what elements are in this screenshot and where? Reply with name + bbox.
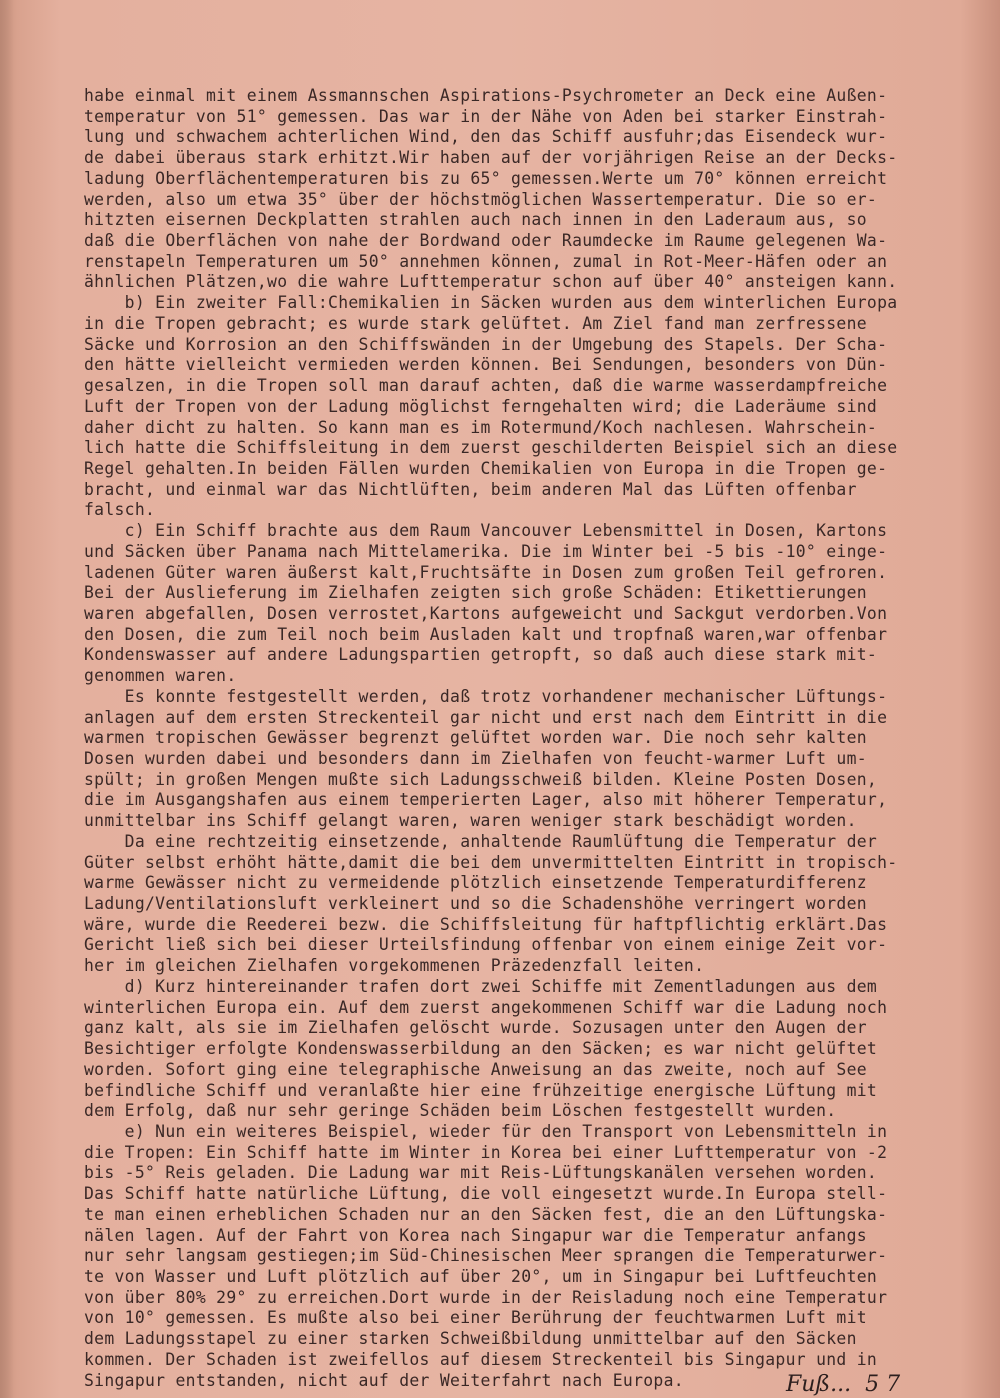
text-line: habe einmal mit einem Assmannschen Aspirations-Psychrometer an Deck eine Außen- bbox=[84, 86, 888, 105]
text-line: dem Erfolg, daß nur sehr geringe Schäden beim Löschen festgestellt wurden. bbox=[84, 1101, 837, 1121]
text-line: Luft der Tropen von der Ladung möglichst ferngehalten wird; die Laderäume sind bbox=[84, 396, 878, 416]
text-line: lung und schwachem achterlichen Wind, den das Schiff ausfuhr;das Eisendeck wur- bbox=[84, 127, 888, 147]
text-line: in die Tropen gebracht; es wurde stark gelüftet. Am Ziel fand man zerfressene bbox=[84, 313, 867, 333]
handwritten-note: Fuß... 5 7 bbox=[786, 1372, 901, 1397]
text-line: Besichtiger erfolgte Kondenswasserbildung an den Säcken; es war nicht gelüftet bbox=[84, 1039, 878, 1059]
text-line: ladenen Güter waren äußerst kalt,Fruchtsäfte in Dosen zum großen Teil gefroren. bbox=[84, 562, 888, 582]
text-line: und Säcken über Panama nach Mittelamerika. Die im Winter bei -5 bis -10° einge- bbox=[84, 541, 888, 561]
text-line: her im gleichen Zielhafen vorgekommenen Präzedenzfall leiten. bbox=[84, 956, 705, 976]
text-line: d) Kurz hintereinander trafen dort zwei Schiffe mit Zementladungen aus dem bbox=[84, 976, 878, 996]
text-line: anlagen auf dem ersten Streckenteil gar nicht und erst nach dem Eintritt in die bbox=[84, 707, 888, 727]
text-line: daher dicht zu halten. So kann man es im Rotermund/Koch nachlesen. Wahrschein- bbox=[84, 417, 878, 437]
text-line: Säcke und Korrosion an den Schiffswänden in der Umgebung des Stapels. Der Scha- bbox=[84, 334, 888, 354]
text-line: Ladung/Ventilationsluft verkleinert und so die Schadenshöhe verringert worden bbox=[84, 894, 867, 914]
text-line: falsch. bbox=[84, 500, 156, 520]
text-line: warmen tropischen Gewässer begrenzt gelüftet worden war. Die noch sehr kalten bbox=[84, 728, 867, 748]
text-line: winterlichen Europa ein. Auf dem zuerst angekommenen Schiff war die Ladung noch bbox=[84, 997, 888, 1017]
text-line: te von Wasser und Luft plötzlich auf über 20°, um in Singapur bei Luftfeuchten bbox=[84, 1266, 878, 1286]
text-line: ladung Oberflächentemperaturen bis zu 65° gemessen.Werte um 70° können erreicht bbox=[84, 168, 888, 188]
text-line: die Tropen: Ein Schiff hatte im Winter in Korea bei einer Lufttemperatur von -2 bbox=[84, 1142, 888, 1162]
text-line: genommen waren. bbox=[84, 666, 237, 686]
text-line: de dabei überaus stark erhitzt.Wir haben auf der vorjährigen Reise an der Decks- bbox=[84, 148, 898, 168]
text-line: nälen lagen. Auf der Fahrt von Korea nach Singapur war die Temperatur anfangs bbox=[84, 1225, 867, 1245]
text-line: spült; in großen Mengen mußte sich Ladungsschweiß bilden. Kleine Posten Dosen, bbox=[84, 769, 878, 789]
text-line: werden, also um etwa 35° über der höchstmöglichen Wassertemperatur. Die so er- bbox=[84, 189, 878, 209]
text-line: nur sehr langsam gestiegen;im Süd-Chinesischen Meer sprangen die Temperaturwer- bbox=[84, 1246, 888, 1266]
text-line: waren abgefallen, Dosen verrostet,Kartons aufgeweicht und Sackgut verdorben.Von bbox=[84, 603, 888, 623]
text-line: lich hatte die Schiffsleitung in dem zuerst geschilderten Beispiel sich an diese bbox=[84, 438, 898, 458]
text-line: Bei der Auslieferung im Zielhafen zeigten sich große Schäden: Etikettierungen bbox=[84, 583, 867, 603]
text-line: worden. Sofort ging eine telegraphische Anweisung an das zweite, noch auf See bbox=[84, 1059, 867, 1079]
text-line: Regel gehalten.In beiden Fällen wurden Chemikalien von Europa in die Tropen ge- bbox=[84, 458, 888, 478]
text-line: hitzten eisernen Deckplatten strahlen auch nach innen in den Laderaum aus, so bbox=[84, 210, 867, 230]
text-line: wäre, wurde die Reederei bezw. die Schiffsleitung für haftpflichtig erklärt.Das bbox=[84, 914, 888, 934]
text-line: Das Schiff hatte natürliche Lüftung, die voll eingesetzt wurde.In Europa stell- bbox=[84, 1184, 888, 1204]
text-line: befindliche Schiff und veranlaßte hier eine frühzeitige energische Lüftung mit bbox=[84, 1080, 878, 1100]
text-line: renstapeln Temperaturen um 50° annehmen können, zumal in Rot-Meer-Häfen oder an bbox=[84, 251, 888, 271]
text-line: von 10° gemessen. Es mußte also bei einer Berührung der feuchtwarmen Luft mit bbox=[84, 1308, 867, 1328]
text-line: den Dosen, die zum Teil noch beim Ausladen kalt und tropfnaß waren,war offenbar bbox=[84, 624, 888, 644]
text-line: ähnlichen Plätzen,wo die wahre Lufttemperatur schon auf über 40° ansteigen kann. bbox=[84, 272, 898, 292]
text-line: Güter selbst erhöht hätte,damit die bei dem unvermittelten Eintritt in tropisch- bbox=[84, 852, 898, 872]
text-line: warme Gewässer nicht zu vermeidende plötzlich einsetzende Temperaturdifferenz bbox=[84, 873, 867, 893]
text-line: die im Ausgangshafen aus einem temperierten Lager, also mit höherer Temperatur, bbox=[84, 790, 888, 810]
text-line: temperatur von 51° gemessen. Das war in der Nähe von Aden bei starker Einstrah- bbox=[84, 106, 888, 126]
text-line: den hätte vielleicht vermieden werden können. Bei Sendungen, besonders von Dün- bbox=[84, 355, 888, 375]
text-line: bracht, und einmal war das Nichtlüften, beim anderen Mal das Lüften offenbar bbox=[84, 479, 857, 499]
text-line: dem Ladungsstapel zu einer starken Schweißbildung unmittelbar auf den Säcken bbox=[84, 1329, 857, 1349]
text-line: Es konnte festgestellt werden, daß trotz vorhandener mechanischer Lüftungs- bbox=[84, 686, 888, 706]
text-line: daß die Oberflächen von nahe der Bordwand oder Raumdecke im Raume gelegenen Wa- bbox=[84, 231, 888, 251]
text-line: Singapur entstanden, nicht auf der Weiterfahrt nach Europa. bbox=[84, 1370, 684, 1390]
text-line: e) Nun ein weiteres Beispiel, wieder für den Transport von Lebensmitteln in bbox=[84, 1121, 888, 1141]
text-line: ganz kalt, als sie im Zielhafen gelöscht wurde. Sozusagen unter den Augen der bbox=[84, 1018, 867, 1038]
text-line: Kondenswasser auf andere Ladungspartien getropft, so daß auch diese stark mit- bbox=[84, 645, 878, 665]
typewritten-page bbox=[84, 86, 974, 1391]
text-line: c) Ein Schiff brachte aus dem Raum Vancouver Lebensmittel in Dosen, Kartons bbox=[84, 521, 888, 541]
page-edge-shadow bbox=[0, 0, 14, 1398]
text-line: unmittelbar ins Schiff gelangt waren, waren weniger stark beschädigt worden. bbox=[84, 811, 857, 831]
text-line: Gericht ließ sich bei dieser Urteilsfindung offenbar von einem einige Zeit vor- bbox=[84, 935, 888, 955]
text-line: gesalzen, in die Tropen soll man darauf achten, daß die warme wasserdampfreiche bbox=[84, 376, 888, 396]
text-line: Dosen wurden dabei und besonders dann im Zielhafen von feucht-warmer Luft um- bbox=[84, 749, 867, 768]
text-line: Da eine rechtzeitig einsetzende, anhaltende Raumlüftung die Temperatur der bbox=[84, 831, 878, 851]
text-line: b) Ein zweiter Fall:Chemikalien in Säcken wurden aus dem winterlichen Europa bbox=[84, 293, 898, 313]
text-line: te man einen erheblichen Schaden nur an den Säcken fest, die an den Lüftungska- bbox=[84, 1204, 888, 1224]
text-line: von über 80% 29° zu erreichen.Dort wurde in der Reisladung noch eine Temperatur bbox=[84, 1287, 888, 1307]
text-line: bis -5° Reis geladen. Die Ladung war mit Reis-Lüftungskanälen versehen worden. bbox=[84, 1163, 878, 1183]
text-line: kommen. Der Schaden ist zweifellos auf diesem Streckenteil bis Singapur und in bbox=[84, 1349, 878, 1369]
